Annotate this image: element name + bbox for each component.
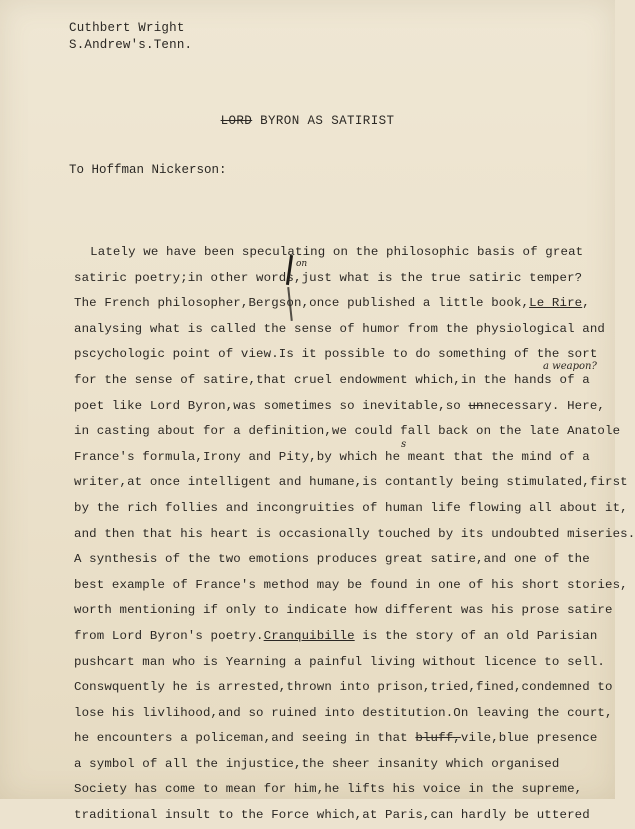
body-line: pushcart man who is Yearning a painful living without licence to sell. — [74, 654, 605, 669]
body-line — [74, 291, 615, 317]
body-line: best example of France's method may be found in one of his short stories, — [74, 577, 628, 592]
salutation: To Hoffman Nickerson: — [69, 163, 227, 177]
handwritten-on: on — [296, 259, 308, 269]
story-title: Cranquibille — [263, 628, 355, 643]
struck-text: un — [468, 398, 484, 413]
body-line: Conswquently he is arrested,thrown into prison,tried,fined,condemned to — [74, 680, 613, 695]
body-line: Society has come to mean for him,he lifts his voice in the supreme, — [74, 782, 583, 797]
author-name: Cuthbert Wright — [69, 21, 185, 35]
author-header — [69, 20, 192, 54]
body-line: pscychologic point of view.Is it possible to do something of the sort — [74, 347, 598, 362]
document-title — [0, 114, 615, 128]
body-line — [74, 726, 615, 752]
body-line: Lately we have been speculating on the philosophic basis of great — [75, 245, 584, 259]
author-address: S.Andrew's.Tenn. — [69, 38, 193, 52]
body-line: by the rich follies and incongruities of human life flowing all about it, — [74, 500, 628, 515]
text-run: vile,blue presence — [460, 731, 598, 746]
body-line: analysing what is called the sense of humor from the physiological and — [74, 321, 605, 336]
body-line: traditional insult to the Force which,at Paris,can hardly be uttered — [74, 808, 590, 823]
struck-text: bluff, — [415, 731, 461, 746]
text-run: is the story of an old Parisian — [354, 628, 598, 643]
book-title: Le Rire — [529, 296, 583, 311]
text-run: necessary. Here, — [483, 398, 605, 413]
text-run: he encounters a policeman,and seeing in that — [74, 731, 416, 746]
body-line: satiric poetry;in other words,just what is the true satiric temper? — [74, 270, 583, 285]
text-run: poet like Lord Byron,was sometimes so inevitable,so — [74, 398, 469, 413]
title-text: BYRON AS SATIRIST — [252, 114, 395, 128]
body-line: France's formula,Irony and Pity,by which he meant that the mind of a — [74, 449, 590, 464]
body-line: writer,at once intelligent and humane,is contantly being stimulated,first — [74, 475, 628, 490]
body-line: in casting about for a definition,we could fall back on the late Anatole — [74, 424, 621, 439]
body-line: a symbol of all the injustice,the sheer insanity which organised — [74, 756, 560, 771]
text-run: The French philosopher,Bergson,once published a little book, — [74, 296, 530, 311]
text-run: , — [582, 296, 590, 311]
body-line: A synthesis of the two emotions produces great satire,and one of the — [74, 552, 590, 567]
body-line: lose his livlihood,and so ruined into destitution.On leaving the court, — [74, 705, 613, 720]
text-run: from Lord Byron's poetry. — [74, 628, 264, 643]
body-line — [74, 624, 615, 650]
body-line: and then that his heart is occasionally touched by its undoubted miseries. — [74, 526, 635, 541]
handwritten-weapon: a weapon? — [543, 361, 597, 372]
letter-body — [74, 240, 635, 829]
body-line: for the sense of satire,that cruel endowment which,in the hands of a — [74, 372, 590, 387]
body-line: worth mentioning if only to indicate how different was his prose satire — [74, 603, 613, 618]
body-line — [74, 394, 615, 420]
title-struck-word: LORD — [220, 114, 253, 128]
handwritten-s: s — [401, 439, 407, 450]
